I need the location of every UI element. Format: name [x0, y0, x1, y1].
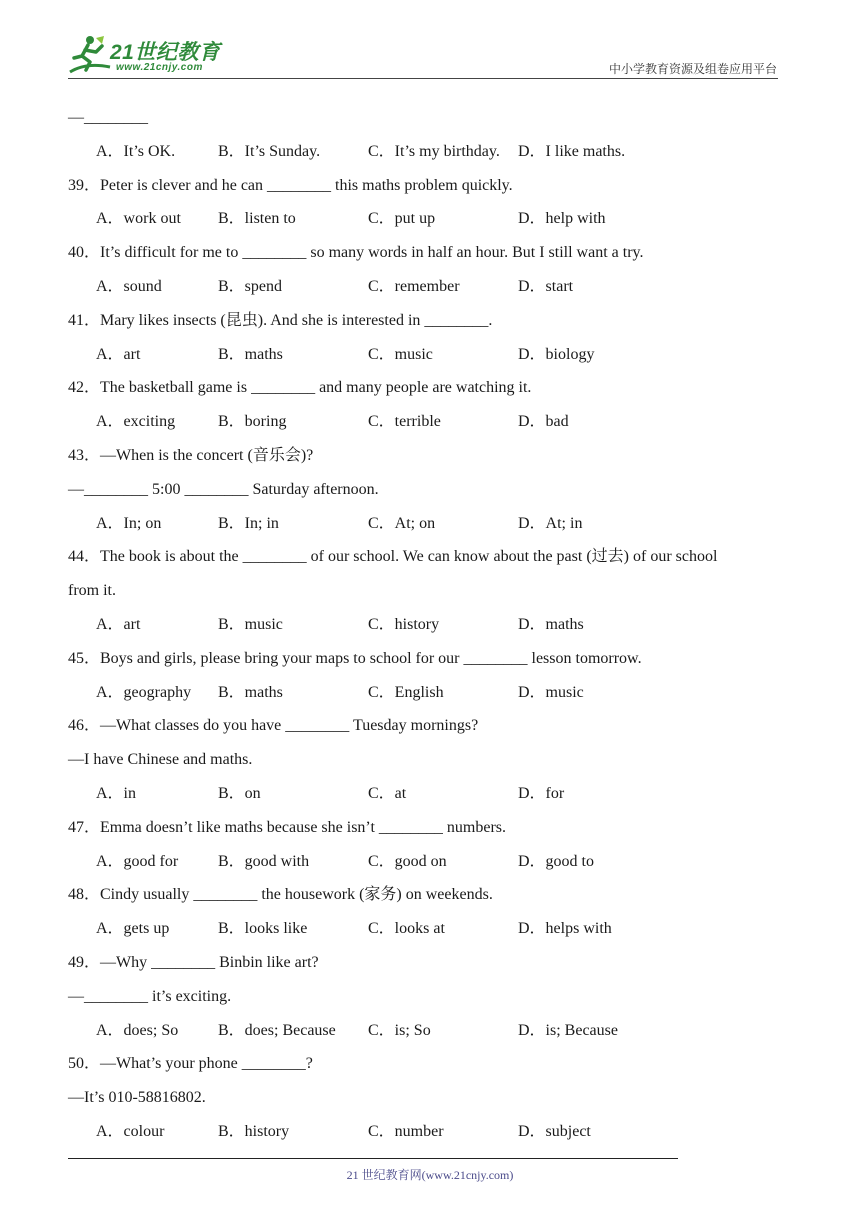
answer-option: D．biology	[518, 345, 595, 363]
answer-option: D．help with	[518, 210, 606, 228]
answer-option: D．helps with	[518, 920, 612, 938]
answer-option: D．subject	[518, 1122, 591, 1140]
answer-option: A．sound	[96, 277, 162, 295]
question-text-line: 44．The book is about the ________ of our school. We can know about the past (过去) of our school	[68, 548, 718, 566]
question-text-line: 50．—What’s your phone ________?	[68, 1055, 313, 1073]
platform-title: 中小学教育资源及组卷应用平台	[608, 62, 777, 76]
answer-option: A．in	[96, 784, 137, 802]
page-header	[0, 0, 860, 90]
answer-options	[68, 202, 792, 236]
answer-option: B．music	[218, 615, 283, 633]
question-text-line: 49．—Why ________ Binbin like art?	[68, 953, 319, 971]
answer-options	[68, 1115, 792, 1149]
answer-option: B．looks like	[218, 920, 308, 938]
question-text-line: 42．The basketball game is ________ and many people are watching it.	[68, 379, 532, 397]
answer-option: D．for	[518, 784, 565, 802]
question-text-line: from it.	[68, 582, 116, 600]
question-text-line: —________ it’s exciting.	[68, 987, 232, 1005]
answer-option: A．exciting	[96, 413, 176, 431]
question-text-line: —I have Chinese and maths.	[68, 751, 253, 769]
answer-option: A．In; on	[96, 514, 162, 532]
answer-option: D．maths	[518, 615, 584, 633]
answer-option: C．It’s my birthday.	[368, 142, 500, 160]
answer-option: D．good to	[518, 852, 595, 870]
answer-options	[68, 1014, 792, 1048]
answer-options	[68, 676, 792, 710]
answer-options	[68, 845, 792, 879]
answer-option: C．At; on	[368, 514, 436, 532]
answer-options	[68, 405, 792, 439]
answer-option: D．I like maths.	[518, 142, 626, 160]
answer-option: B．listen to	[218, 210, 296, 228]
answer-option: B．It’s Sunday.	[218, 142, 321, 160]
question-text-line: 46．—What classes do you have ________ Tuesday mornings?	[68, 717, 479, 735]
answer-option: C．music	[368, 345, 433, 363]
header-divider	[68, 78, 778, 79]
answer-option: B．on	[218, 784, 261, 802]
answer-option: A．art	[96, 345, 141, 363]
question-text-line: 47．Emma doesn’t like maths because she isn’t ________ numbers.	[68, 818, 507, 836]
answer-option: B．good with	[218, 852, 310, 870]
answer-options	[68, 338, 792, 372]
answer-option: C．good on	[368, 852, 447, 870]
answer-option: A．It’s OK.	[96, 142, 176, 160]
question-text-line: 48．Cindy usually ________ the housework (家务) on weekends.	[68, 886, 493, 904]
answer-option: A．geography	[96, 683, 192, 701]
question-text-line: —________ 5:00 ________ Saturday afternoon.	[68, 480, 379, 498]
answer-option: C．at	[368, 784, 407, 802]
question-text-line: 41．Mary likes insects (昆虫). And she is interested in ________.	[68, 311, 493, 329]
answer-options	[68, 135, 792, 169]
answer-options	[68, 777, 792, 811]
answer-options	[68, 270, 792, 304]
question-text-line: 45．Boys and girls, please bring your maps to school for our ________ lesson tomorrow.	[68, 649, 642, 667]
runner-icon	[66, 34, 112, 78]
answer-option: C．is; So	[368, 1021, 431, 1039]
answer-option: C．terrible	[368, 413, 441, 431]
question-text-line: 39．Peter is clever and he can ________ this maths problem quickly.	[68, 176, 513, 194]
answer-option: B．In; in	[218, 514, 279, 532]
logo-text: 21世纪教育	[110, 41, 221, 64]
answer-option: A．does; So	[96, 1021, 179, 1039]
footer-text: 21 世纪教育网(www.21cnjy.com)	[346, 1168, 514, 1182]
answer-option: B．maths	[218, 683, 283, 701]
answer-option: D．music	[518, 683, 584, 701]
question-list	[68, 101, 792, 1149]
answer-option: A．good for	[96, 852, 179, 870]
answer-options	[68, 912, 792, 946]
question-text-line: 43．—When is the concert (音乐会)?	[68, 446, 314, 464]
answer-options	[68, 608, 792, 642]
answer-option: C．history	[368, 615, 440, 633]
answer-option: C．put up	[368, 210, 436, 228]
question-text-line: —________	[68, 109, 148, 126]
answer-option: C．number	[368, 1122, 444, 1140]
answer-option: C．looks at	[368, 920, 445, 938]
answer-option: C．English	[368, 683, 444, 701]
answer-option: B．boring	[218, 413, 287, 431]
answer-option: A．art	[96, 615, 141, 633]
answer-option: A．work out	[96, 210, 181, 228]
question-text-line: 40．It’s difficult for me to ________ so many words in half an hour. But I still want a try.	[68, 244, 644, 262]
answer-option: B．history	[218, 1122, 290, 1140]
answer-option: D．bad	[518, 413, 569, 431]
logo-url: www.21cnjy.com	[116, 62, 203, 73]
question-text-line: —It’s 010-58816802.	[68, 1089, 206, 1107]
answer-option: D．is; Because	[518, 1021, 618, 1039]
site-logo[interactable]	[66, 34, 236, 78]
answer-option: B．spend	[218, 277, 283, 295]
answer-option: B．maths	[218, 345, 283, 363]
answer-option: A．colour	[96, 1122, 165, 1140]
answer-option: D．start	[518, 277, 574, 295]
footer-divider	[68, 1158, 678, 1159]
answer-option: C．remember	[368, 277, 460, 295]
answer-option: D．At; in	[518, 514, 583, 532]
answer-option: A．gets up	[96, 920, 170, 938]
answer-options	[68, 507, 792, 541]
answer-option: B．does; Because	[218, 1021, 336, 1039]
